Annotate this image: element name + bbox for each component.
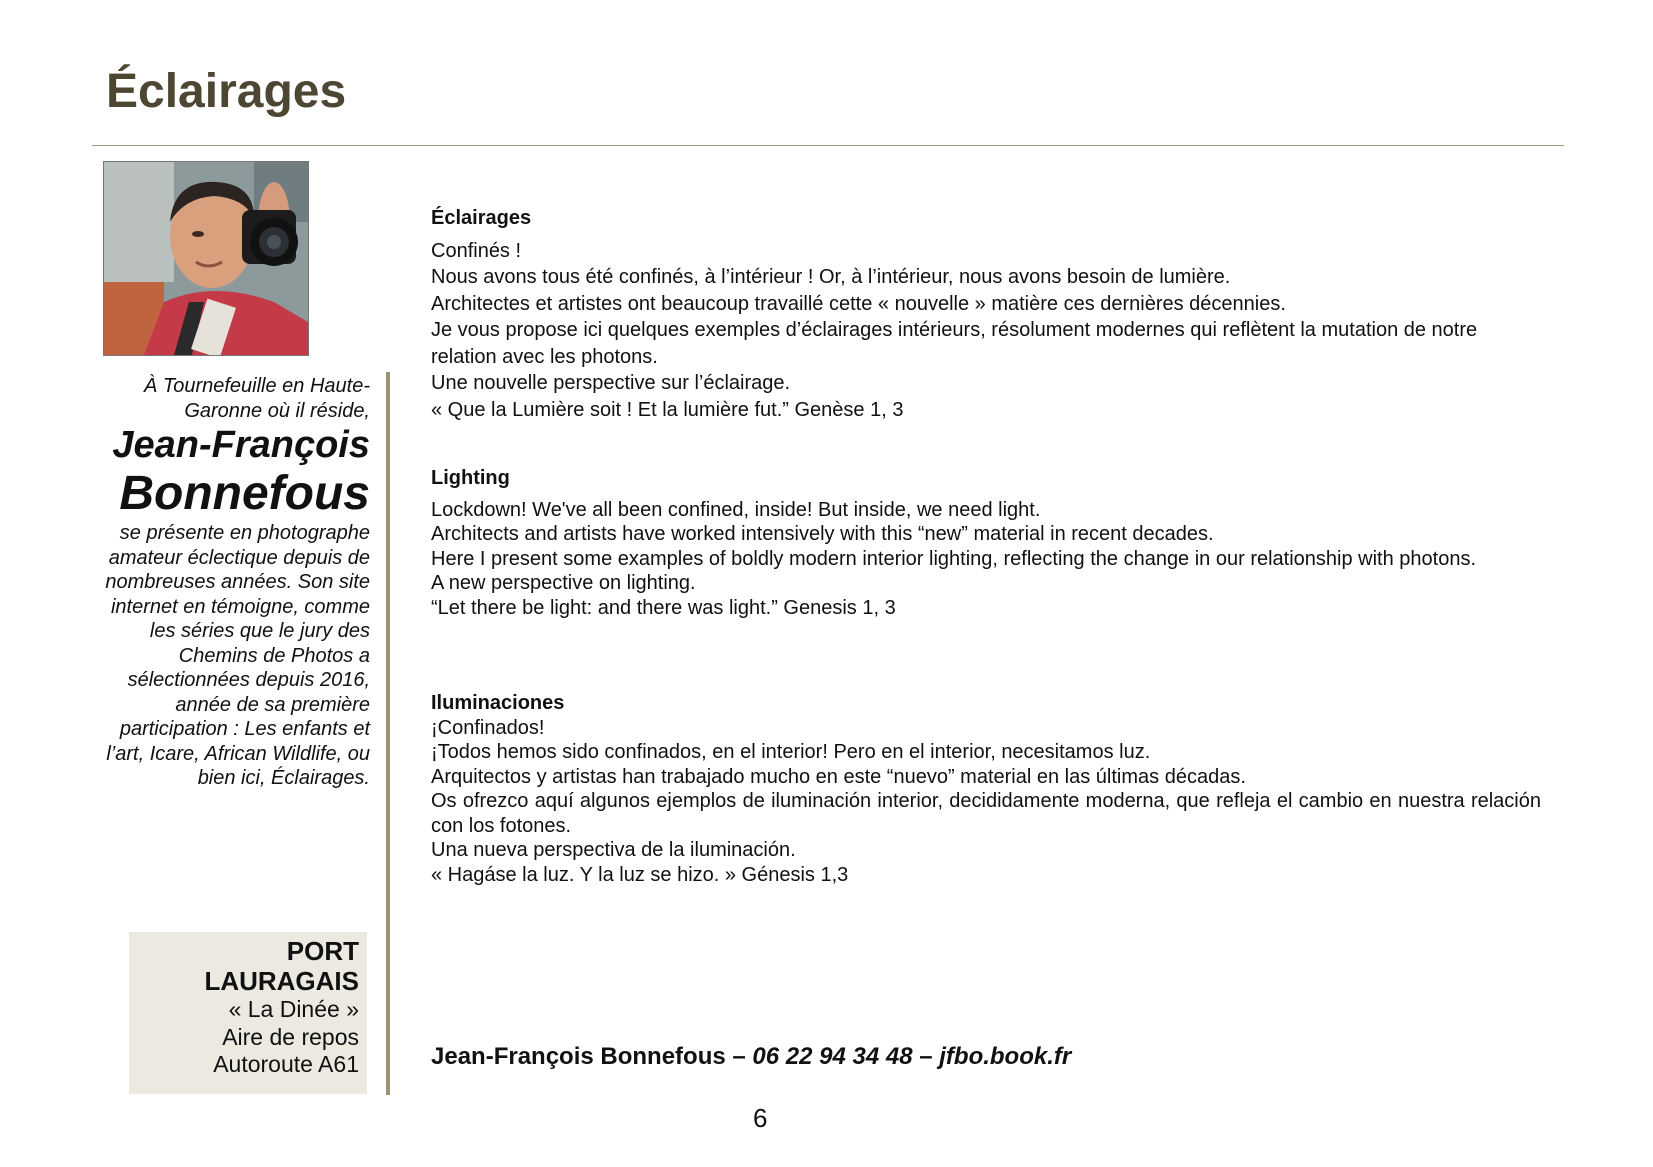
location-rest-area: Aire de repos [222,1023,359,1050]
text-line: Lockdown! We've all been confined, inside! But inside, we need light. [431,498,1041,521]
text-line: Architects and artists have worked intensively with this “new” material in recent decades. [431,523,1214,545]
page-number: 6 [753,1103,768,1133]
photographer-last-name: Bonnefous [119,467,370,520]
text-line: Architectes et artistes ont beaucoup travaillé cette « nouvelle » matière ces dernières décennies. [431,292,1286,315]
contact-name: Jean-François Bonnefous [431,1043,726,1070]
text-line: “Let there be light: and there was light.” Genesis 1, 3 [431,596,896,619]
location-road: Autoroute A61 [213,1051,359,1077]
sidebar-divider [386,372,390,1095]
text-line: Una nueva perspectiva de la iluminación. [431,839,796,861]
contact-separator: – [725,1043,753,1070]
contact-website: jfbo.book.fr [939,1043,1072,1070]
text-line: « Que la Lumière soit ! Et la lumière fut.” Genèse 1, 3 [431,398,904,421]
contact-separator: – [912,1043,940,1070]
location-place: « La Dinée » [228,996,359,1022]
section-english [431,466,1541,620]
text-line: Je vous propose ici quelques exemples d’éclairages intérieurs, résolument modernes qui reflètent la mutation de notre relation avec les photons. [431,319,1478,368]
text-line: « Hagáse la luz. Y la luz se hizo. » Génesis 1,3 [431,863,849,886]
location-name: PORT LAURAGAIS [204,936,359,996]
section-heading: Lighting [431,467,510,489]
page-title: Éclairages [106,65,347,118]
text-line: Os ofrezco aquí algunos ejemplos de iluminación interior, decididamente moderna, que refleja el cambio en nuestra relación con los fotones. [431,790,1541,837]
section-spanish [431,691,1541,887]
contact-phone: 06 22 94 34 48 [752,1043,913,1070]
text-line: Une nouvelle perspective sur l’éclairage. [431,372,791,394]
text-line: ¡Todos hemos sido confinados, en el interior! Pero en el interior, necesitamos luz. [431,741,1151,763]
photographer-bio [96,374,370,791]
title-divider [92,145,1564,146]
text-line: Arquitectos y artistas han trabajado mucho en este “nuevo” material en las últimas décadas. [431,765,1246,788]
text-line: Confinés ! [431,239,522,262]
text-line: Here I present some examples of boldly modern interior lighting, reflecting the change in our relationship with photons. [431,547,1477,570]
photographer-first-name: Jean-François [112,424,370,466]
text-line: Nous avons tous été confinés, à l’intérieur ! Or, à l’intérieur, nous avons besoin de lumière. [431,266,1231,288]
bio-text: se présente en photographe amateur éclectique depuis de nombreuses années. Son site internet en témoigne, comme les séries que le jury des Chemins de Photos a sélectionnées depuis 2016, année de sa première participation : Les enfants et l’art, Icare, African Wildlife, ou bien ici, Éclairages. [105,522,370,789]
section-heading: Iluminaciones [431,692,565,714]
text-line: A new perspective on lighting. [431,572,696,594]
exhibition-location [129,932,367,1094]
text-line: ¡Confinados! [431,716,545,739]
bio-intro: À Tournefeuille en Haute-Garonne où il réside, [143,375,370,422]
section-heading: Éclairages [431,207,532,229]
portrait-illustration [104,162,308,355]
section-french [431,205,1541,423]
photographer-portrait [103,161,309,356]
contact-line [431,1043,1071,1071]
